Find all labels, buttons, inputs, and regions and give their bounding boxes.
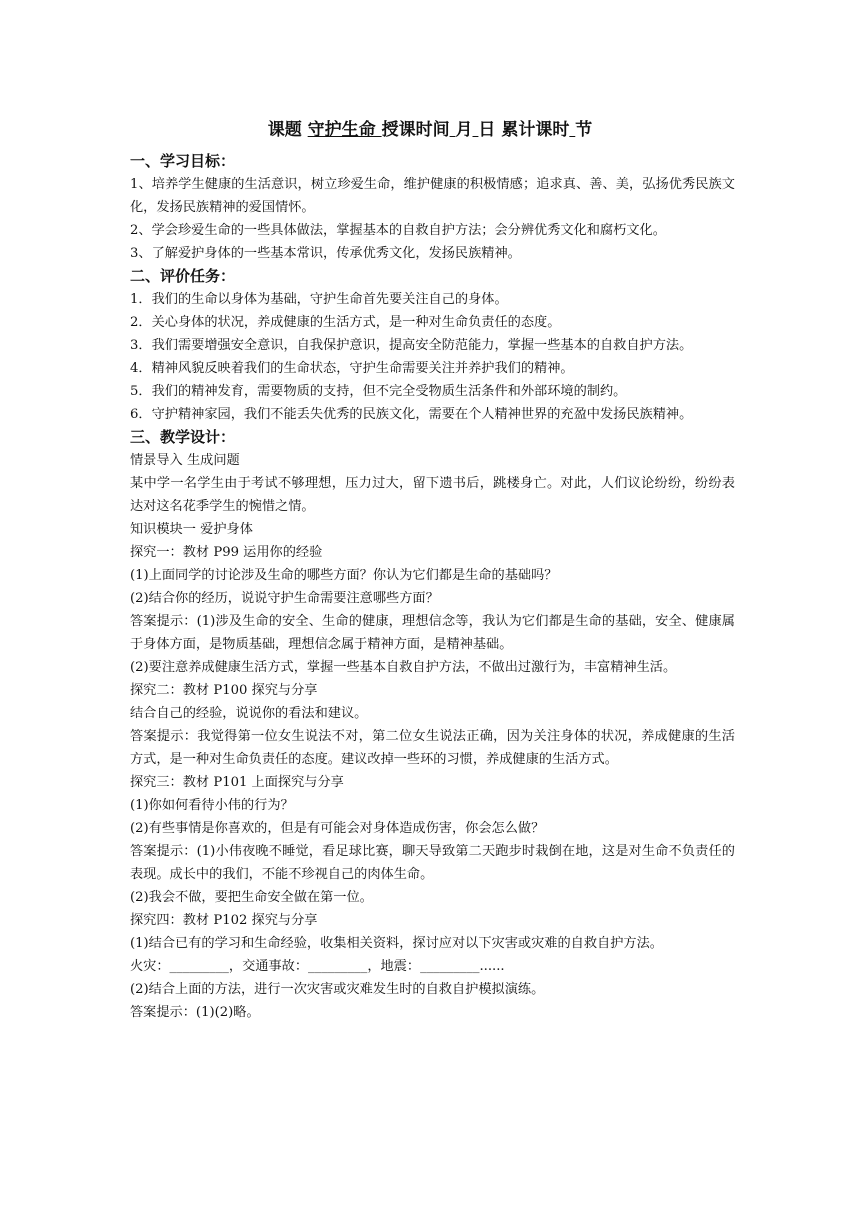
design-line: (2)结合上面的方法，进行一次灾害或灾难发生时的自救自护模拟演练。 [130,982,545,997]
design-line: 结合自己的经验，说说你的看法和建议。 [130,706,368,721]
document-body [130,150,735,1024]
design-line: 某中学一名学生由于考试不够理想，压力过大，留下遗书后，跳楼身亡。对此，人们议论纷纷，纷纷表达对这名花季学生的惋惜之情。 [130,476,735,514]
lesson-title [0,115,860,140]
design-line: 答案提示：我觉得第一位女生说法不对，第二位女生说法正确，因为关注身体的状况，养成健康的生活方式，是一种对生命负责任的态度。建议改掉一些环的习惯，养成健康的生活方式。 [130,729,735,767]
design-line: (1)你如何看待小伟的行为？ [130,798,294,813]
evaluation-item: 2．关心身体的状况，养成健康的生活方式，是一种对生命负责任的态度。 [130,315,561,330]
title-label-topic: 课题 [267,120,308,140]
title-label-total-hours: 日 累计课时 [478,120,570,140]
design-line: 情景导入 生成问题 [130,453,240,468]
design-line: 火灾：_________，交通事故：_________，地震：_________...... [130,959,505,974]
section-heading-design: 三、教学设计： [130,428,236,446]
evaluation-item: 6．守护精神家园，我们不能丢失优秀的民族文化，需要在个人精神世界的充盈中发扬民族精神。 [130,407,693,422]
design-line: 答案提示：(1)涉及生命的安全、生命的健康，理想信念等，我认为它们都是生命的基础，安全、健康属于身体方面，是物质基础，理想信念属于精神方面，是精神基础。 [130,614,735,652]
design-line: (1)上面同学的讨论涉及生命的哪些方面？你认为它们都是生命的基础吗？ [130,568,558,583]
design-line: (2)结合你的经历，说说守护生命需要注意哪些方面？ [130,591,439,606]
section-heading-evaluation: 二、评价任务： [130,267,236,285]
objective-item: 3、了解爱护身体的一些基本常识，传承优秀文化，发扬民族精神。 [130,246,521,261]
design-line: 答案提示：(1)(2)略。 [130,1005,260,1020]
objective-item: 2、学会珍爱生命的一些具体做法，掌握基本的自救自护方法；会分辨优秀文化和腐朽文化。 [130,223,666,238]
objective-item: 1、培养学生健康的生活意识，树立珍爱生命，维护健康的积极情感；追求真、善、美，弘扬优秀民族文化，发扬民族精神的爱国情怀。 [130,177,735,215]
topic-value: 守护生命 [307,120,382,140]
title-label-section: 节 [575,120,593,140]
evaluation-item: 3．我们需要增强安全意识，自我保护意识，提高安全防范能力，掌握一些基本的自救自护方法。 [130,338,693,353]
design-line: (1)结合已有的学习和生命经验，收集相关资料，探讨应对以下灾害或灾难的自救自护方法。 [130,936,663,951]
title-label-time: 授课时间 [381,120,450,140]
design-line: 探究一：教材 P99 运用你的经验 [130,545,323,560]
design-line: (2)要注意养成健康生活方式，掌握一些基本自救自护方法，不做出过激行为，丰富精神生活。 [130,660,677,675]
design-line: (2)有些事情是你喜欢的，但是有可能会对身体造成伤害，你会怎么做？ [130,821,545,836]
evaluation-item: 4．精神风貌反映着我们的生命状态，守护生命需要关注并养护我们的精神。 [130,361,574,376]
title-label-month: 月 [455,120,473,140]
evaluation-item: 1．我们的生命以身体为基础，守护生命首先要关注自己的身体。 [130,292,508,307]
design-line: 探究二：教材 P100 探究与分享 [130,683,318,698]
design-line: 知识模块一 爱护身体 [130,522,253,537]
design-line: 答案提示：(1)小伟夜晚不睡觉，看足球比赛，聊天导致第二天跑步时栽倒在地，这是对生命不负责任的表现。成长中的我们，不能不珍视自己的肉体生命。 [130,844,735,882]
design-line: 探究三：教材 P101 上面探究与分享 [130,775,344,790]
design-line: 探究四：教材 P102 探究与分享 [130,913,318,928]
evaluation-item: 5．我们的精神发育，需要物质的支持，但不完全受物质生活条件和外部环境的制约。 [130,384,627,399]
section-heading-objectives: 一、学习目标： [130,152,236,170]
design-line: (2)我会不做，要把生命安全做在第一位。 [130,890,373,905]
